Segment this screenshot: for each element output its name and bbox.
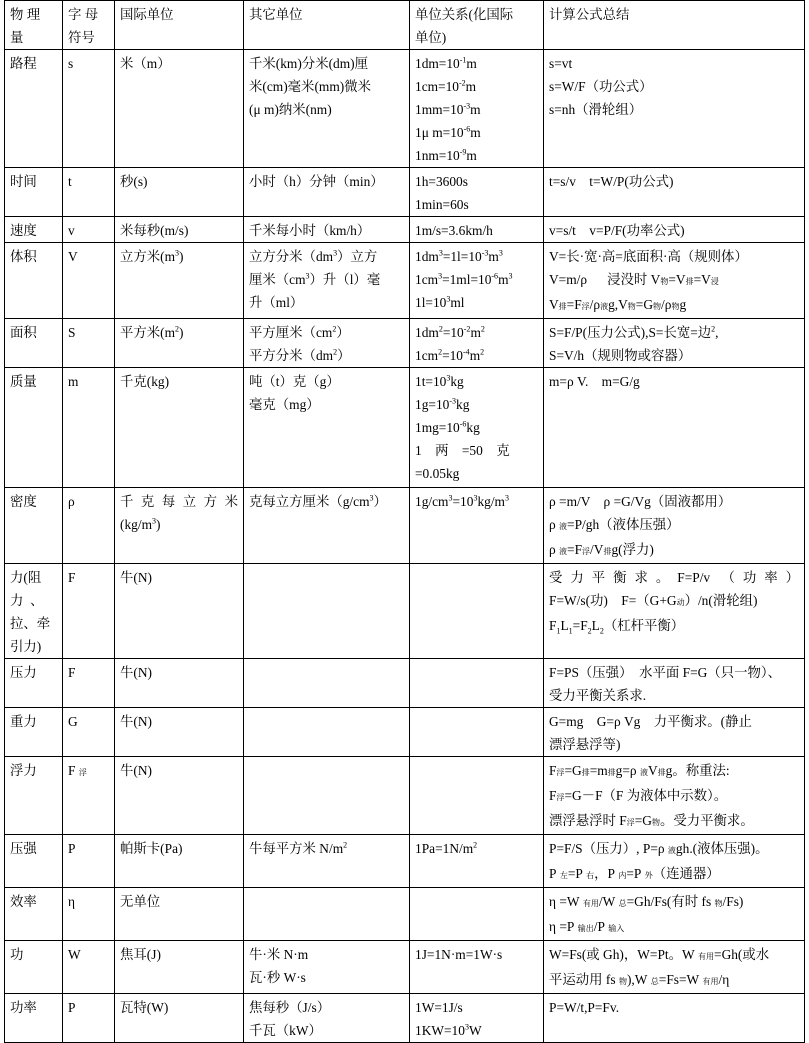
rel-line: $1dm^3=1l=10^{-3}m^3$ (415, 248, 503, 264)
si-unit: 平方米$(m^2)$ (115, 319, 244, 368)
other-units: 千米每小时（km/h） (244, 217, 410, 243)
si-unit: 米（m） (115, 50, 244, 168)
si-line: $(kg/m^3)$ (120, 516, 161, 532)
rel-line: $1g=10^{-3}kg$ (415, 396, 470, 412)
formula-line: F浮=G排=m排g=ρ 液V排g。称重法: (549, 763, 730, 778)
rel-line: $1t=10^3kg$ (415, 373, 464, 389)
rel-line: 1h=3600s (415, 174, 468, 189)
other-line: 平方分米$(dm^2)$ (249, 347, 351, 363)
unit-relation (410, 757, 544, 835)
formula-line: η =W 有用/W 总=Gh/Fs(有时 fs 物/Fs) (549, 894, 744, 909)
quantity-name: 压力 (5, 659, 63, 708)
unit-relation (410, 243, 544, 319)
other-units (244, 757, 410, 835)
header-quantity-line2: 量 (10, 30, 24, 45)
quantity-name: 功 (5, 941, 63, 994)
formula-line: ρ 液=P/gh（液体压强） (549, 517, 680, 532)
name-line: 引力) (10, 639, 42, 654)
formula-line: W=Fs(或 Gh)，W=Pt。W 有用=Gh(或水 (549, 947, 770, 962)
si-unit: 焦耳(J) (115, 941, 244, 994)
other-units: 牛每平方米 $N/m^2$ (244, 835, 410, 888)
unit-relation (410, 708, 544, 757)
si-unit: 帕斯卡(Pa) (115, 835, 244, 888)
header-formula-summary: 计算公式总结 (544, 1, 805, 50)
rel-line: $1cm^2=10^{-4}m^2$ (415, 347, 485, 363)
quantity-symbol: W (63, 941, 115, 994)
table-row (5, 564, 805, 659)
formula-line: 受力平衡求。F=P/v （功率） (549, 570, 799, 585)
unit-relation (410, 564, 544, 659)
quantity-symbol: F (63, 659, 115, 708)
quantity-symbol: F (63, 564, 115, 659)
other-units (244, 659, 410, 708)
unit-relation (410, 659, 544, 708)
formula (544, 319, 805, 368)
unit-relation: 1m/s=3.6km/h (410, 217, 544, 243)
unit-relation (410, 319, 544, 368)
formula: P=W/t,P=Fv. (544, 994, 805, 1043)
formula-line: V排=F浮/ρ液g,V物=G物/ρ物g (549, 297, 687, 312)
formula (544, 50, 805, 168)
formula (544, 564, 805, 659)
formula-line: P 左=P 右，P 内=P 外（连通器） (549, 866, 720, 881)
quantity-symbol: P (63, 994, 115, 1043)
rel-line: 1μ $m=10^{-6}m$ (415, 124, 481, 140)
other-line: (μ m)纳米(nm) (249, 102, 332, 117)
formula-line: F=PS（压强） 水平面 F=G（只一物）、 (549, 665, 781, 680)
formula (544, 941, 805, 994)
formula: t=s/v t=W/P(功公式) (544, 168, 805, 217)
header-unit-relation (410, 1, 544, 50)
rel-line: $1cm^3=1ml=10^{-6}m^3$ (415, 271, 513, 287)
table-row (5, 994, 805, 1043)
header-quantity-line1: 物 理 (10, 7, 41, 22)
formula-line: 漂浮悬浮等) (549, 737, 621, 752)
quantity-symbol: G (63, 708, 115, 757)
rel-line: $1mm=10^{-3}m$ (415, 101, 481, 117)
formula-line: η =P 输出/P 输入 (549, 919, 625, 934)
rel-line: $1KW=10^3W$ (415, 1022, 482, 1038)
formula-line: F浮=G－F（F 为液体中示数）。 (549, 788, 728, 803)
si-unit: 牛(N) (115, 757, 244, 835)
quantity-name: 面积 (5, 319, 63, 368)
other-line: 米(cm)毫米(mm)微米 (249, 79, 371, 94)
other-line: 立方分米$(dm^3)$立方 (249, 248, 378, 264)
other-units (244, 243, 410, 319)
header-relation-line1: 单位关系(化国际 (415, 7, 514, 22)
other-line: 厘米$(cm^3)$升（l）毫 (249, 271, 381, 287)
si-unit: 无单位 (115, 888, 244, 941)
unit-relation (410, 994, 544, 1043)
quantity-symbol: m (63, 368, 115, 488)
formula-line: $F_1L_1=F_2L_2$（杠杆平衡） (549, 618, 685, 636)
rel-line: $1dm^2=10^{-2}m^2$ (415, 324, 485, 340)
formula (544, 708, 805, 757)
rel-line: 1min=60s (415, 197, 469, 212)
quantity-name: 速度 (5, 217, 63, 243)
formula-line: 平运动用 fs 物),W 总=Fs=W 有用/η (549, 972, 730, 987)
other-line: 升（ml） (249, 295, 304, 310)
table-row (5, 888, 805, 941)
formula (544, 757, 805, 835)
formula-line: ρ =m/V ρ =G/Vg（固液都用） (549, 494, 732, 509)
quantity-name: 效率 (5, 888, 63, 941)
unit-relation: 1J=1N·m=1W·s (410, 941, 544, 994)
other-units (244, 50, 410, 168)
rel-line: =0.05kg (415, 466, 460, 481)
other-units (244, 564, 410, 659)
table-row (5, 659, 805, 708)
formula (544, 659, 805, 708)
si-unit: 千克(kg) (115, 368, 244, 488)
table-row (5, 835, 805, 888)
other-units: 克每立方厘米$(g/cm^3)$ (244, 488, 410, 564)
other-line: 瓦·秒 W·s (249, 970, 306, 985)
quantity-symbol: v (63, 217, 115, 243)
formula-line: F=W/s(功) F=（G+G动）/n(滑轮组) (549, 593, 758, 608)
rel-line: 1 两 =50 克 (415, 443, 510, 458)
table-row (5, 243, 805, 319)
si-unit: 瓦特(W) (115, 994, 244, 1043)
table-row (5, 757, 805, 835)
other-units (244, 319, 410, 368)
name-line: 力(阻 (10, 570, 42, 585)
quantity-name: 功率 (5, 994, 63, 1043)
other-units (244, 368, 410, 488)
header-symbol (63, 1, 115, 50)
other-units (244, 941, 410, 994)
quantity-symbol: P (63, 835, 115, 888)
other-line: 平方厘米$(cm^2)$ (249, 324, 350, 340)
quantity-symbol: t (63, 168, 115, 217)
name-line: 拉、牵 (10, 616, 51, 631)
rel-line: $1l=10^3ml$ (415, 294, 465, 310)
formula (544, 488, 805, 564)
other-line: 焦每秒（J/s） (249, 1000, 331, 1015)
formula-line: G=mg G=ρ Vg 力平衡求。(静止 (549, 714, 752, 729)
si-line: 千克每立方米 (120, 494, 238, 509)
si-unit: 牛(N) (115, 708, 244, 757)
other-units: 小时（h）分钟（min） (244, 168, 410, 217)
rel-line: $1cm=10^{-2}m$ (415, 78, 477, 94)
quantity-name: 时间 (5, 168, 63, 217)
table-row (5, 368, 805, 488)
other-units (244, 994, 410, 1043)
rel-line: $1dm=10^{-1}m$ (415, 55, 477, 71)
si-unit: 秒(s) (115, 168, 244, 217)
quantity-name: 质量 (5, 368, 63, 488)
table-row (5, 941, 805, 994)
other-line: 吨（t）克（g） (249, 374, 340, 389)
formula-line: V=长·宽·高=底面积·高（规则体） (549, 249, 748, 264)
quantity-name: 重力 (5, 708, 63, 757)
physics-units-table (4, 0, 805, 1043)
quantity-name: 浮力 (5, 757, 63, 835)
unit-relation: $1g/cm^3=10^3kg/m^3$ (410, 488, 544, 564)
formula (544, 835, 805, 888)
header-relation-line2: 单位) (415, 30, 447, 45)
formula-line: 漂浮悬浮时 F浮=G物。受力平衡求。 (549, 813, 754, 828)
header-symbol-line2: 符号 (68, 30, 95, 45)
quantity-name: 路程 (5, 50, 63, 168)
formula-line: P=F/S（压力）, P=ρ 液gh.(液体压强)。 (549, 841, 769, 856)
quantity-symbol: η (63, 888, 115, 941)
formula-line: V=m/ρ 浸没时 V物=V排=V浸 (549, 272, 719, 287)
quantity-symbol: ρ (63, 488, 115, 564)
table-row (5, 708, 805, 757)
si-unit: 立方米$(m^3)$ (115, 243, 244, 319)
rel-line: 1W=1J/s (415, 1000, 463, 1015)
quantity-name: 密度 (5, 488, 63, 564)
other-units (244, 708, 410, 757)
unit-relation (410, 168, 544, 217)
other-line: 毫克（mg） (249, 397, 320, 412)
rel-line: $1nm=10^{-9}m$ (415, 147, 477, 163)
quantity-name: 体积 (5, 243, 63, 319)
header-si-unit: 国际单位 (115, 1, 244, 50)
header-quantity (5, 1, 63, 50)
table-row (5, 319, 805, 368)
unit-relation (410, 368, 544, 488)
formula-line: S=F/P(压力公式),S=长宽=边$^2$, (549, 324, 719, 340)
table-row (5, 168, 805, 217)
formula-line: s=W/F（功公式） (549, 79, 653, 94)
table-row (5, 217, 805, 243)
formula (544, 888, 805, 941)
other-line: 牛·米 N·m (249, 947, 309, 962)
header-symbol-line1: 字 母 (68, 7, 99, 22)
other-units (244, 888, 410, 941)
unit-relation: $1Pa=1N/m^2$ (410, 835, 544, 888)
formula: m=ρ V. m=G/g (544, 368, 805, 488)
quantity-symbol: s (63, 50, 115, 168)
formula-line: 受力平衡关系求. (549, 688, 647, 703)
formula-line: ρ 液=F浮/V排g(浮力) (549, 542, 654, 557)
formula (544, 243, 805, 319)
other-line: 千米(km)分米(dm)厘 (249, 56, 369, 71)
formula-line: s=nh（滑轮组） (549, 102, 643, 117)
quantity-symbol: V (63, 243, 115, 319)
quantity-name (5, 564, 63, 659)
si-unit: 牛(N) (115, 659, 244, 708)
name-line: 力 、 (10, 593, 44, 608)
table-row (5, 50, 805, 168)
formula: v=s/t v=P/F(功率公式) (544, 217, 805, 243)
header-other-units: 其它单位 (244, 1, 410, 50)
quantity-symbol: S (63, 319, 115, 368)
unit-relation (410, 50, 544, 168)
unit-relation (410, 888, 544, 941)
rel-line: $1mg=10^{-6}kg$ (415, 419, 480, 435)
si-unit: 牛(N) (115, 564, 244, 659)
si-unit (115, 488, 244, 564)
table-row (5, 488, 805, 564)
table-header-row (5, 1, 805, 50)
formula-line: s=vt (549, 56, 573, 71)
quantity-symbol: F 浮 (63, 757, 115, 835)
si-unit: 米每秒(m/s) (115, 217, 244, 243)
formula-line: S=V/h（规则物或容器） (549, 348, 692, 363)
quantity-name: 压强 (5, 835, 63, 888)
other-line: 千瓦（kW） (249, 1023, 322, 1038)
